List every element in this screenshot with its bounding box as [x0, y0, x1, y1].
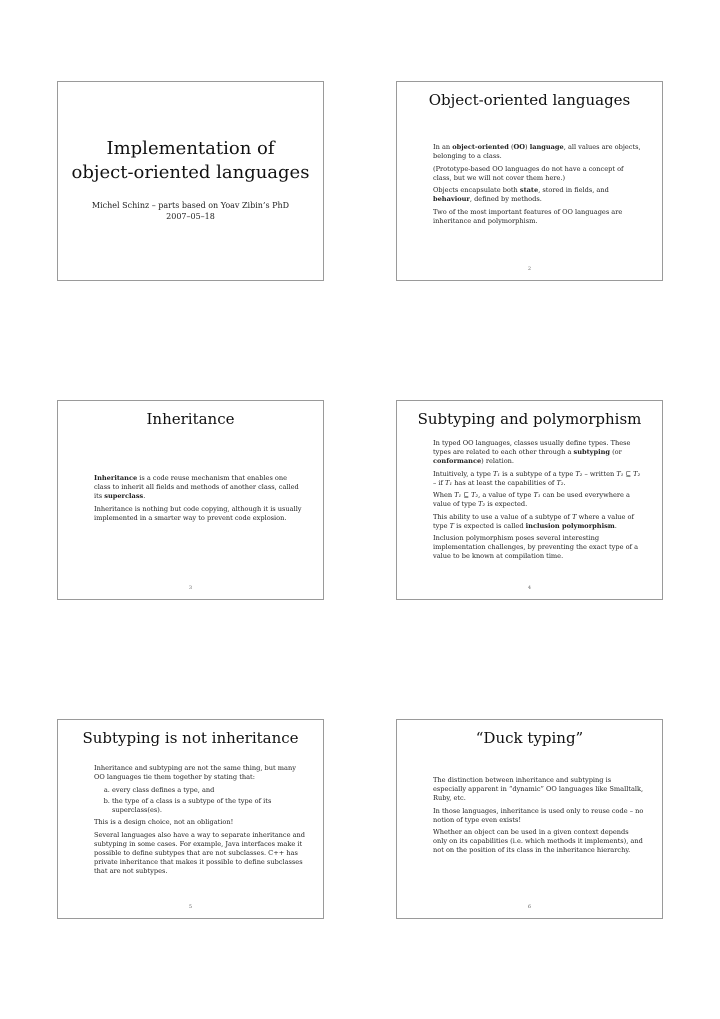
slide-4: [396, 400, 663, 600]
list-item: a. every class defines a type, and: [112, 786, 305, 795]
slide-body: [433, 143, 644, 229]
slide-body: [433, 439, 644, 565]
paragraph: Whether an object can be used in a given context depends only on its capabilities (i.e. which methods it implements), and not on the position of its class in the inheritance hierarchy.: [433, 828, 643, 854]
slide-5: [57, 719, 324, 919]
paragraph: Objects encapsulate both state, stored in fields, and behaviour, defined by methods.: [433, 186, 609, 203]
page-number: 3: [188, 585, 193, 591]
paragraph: Inheritance and subtyping are not the same thing, but many OO languages tie them together by stating that:: [94, 764, 296, 781]
paragraph: This is a design choice, not an obligation!: [94, 818, 234, 826]
paragraph: (Prototype-based OO languages do not have a concept of class, but we will not cover them here.): [433, 164, 624, 182]
paragraph: In typed OO languages, classes usually define types. These types are related to each other through a subtyping (or conformance) relation.: [433, 439, 631, 465]
slide-2: [396, 81, 663, 281]
page-number: 4: [527, 585, 532, 591]
slide-body: [94, 764, 305, 879]
date-line: 2007–05–18: [166, 212, 215, 221]
slide-body: [433, 776, 644, 859]
condition-list: [94, 786, 305, 815]
slide-6: [396, 719, 663, 919]
paragraph: The distinction between inheritance and subtyping is especially apparent in “dynamic” OO languages like Smalltalk, Ruby, etc.: [433, 776, 644, 802]
page-number: 6: [527, 904, 532, 910]
slide-title: Inheritance: [146, 410, 235, 428]
paragraph: When T₁ ⊑ T₂, a value of type T₁ can be used everywhere a value of type T₂ is expected.: [433, 491, 630, 508]
slide-body: [94, 474, 305, 526]
slide-title: Subtyping is not inheritance: [82, 729, 299, 747]
paragraph: Intuitively, a type T₁ is a subtype of a type T₂ – written T₁ ⊑ T₂ – if T₁ has at least the capabilities of T₂.: [433, 469, 641, 487]
page-number: 5: [188, 904, 193, 910]
slide-title: “Duck typing”: [475, 729, 584, 747]
slide-1: [57, 81, 324, 281]
slide-title: Object-oriented languages: [428, 91, 631, 109]
slide-3: [57, 400, 324, 600]
list-item: b. the type of a class is a subtype of the type of its superclass(es).: [112, 797, 305, 815]
paragraph: This ability to use a value of a subtype of T where a value of type T is expected is called inclusion polymorphism.: [433, 512, 634, 530]
paragraph: In those languages, inheritance is used only to reuse code – no notion of type even exists!: [433, 806, 644, 824]
paragraph: Inheritance is nothing but code copying, although it is usually implemented in a smarter way to prevent code explosion.: [94, 504, 302, 522]
title-line-2: object-oriented languages: [71, 162, 310, 183]
paragraph: Two of the most important features of OO languages are inheritance and polymorphism.: [433, 207, 623, 225]
slide-subtitle: [58, 200, 323, 222]
author-line: Michel Schinz – parts based on Yoav Zibin’s PhD: [91, 201, 290, 210]
paragraph: Inheritance is a code reuse mechanism that enables one class to inherit all fields and methods of another class, called its superclass.: [94, 474, 299, 500]
slide-title: [58, 137, 323, 185]
slide-title: Subtyping and polymorphism: [417, 410, 642, 428]
title-line-1: Implementation of: [106, 138, 275, 159]
paragraph: Inclusion polymorphism poses several interesting implementation challenges, by preventing the exact type of a value to be known at compilation time.: [433, 534, 639, 560]
page-number: 2: [527, 266, 532, 272]
paragraph: In an object-oriented (OO) language, all values are objects, belonging to a class.: [433, 143, 641, 160]
paragraph: Several languages also have a way to separate inheritance and subtyping in some cases. For example, Java interfaces make it possible to define subtypes that are not subclasses. C++ has private inheritance that makes it possible to define subclasses that are not subtypes.: [94, 830, 306, 875]
